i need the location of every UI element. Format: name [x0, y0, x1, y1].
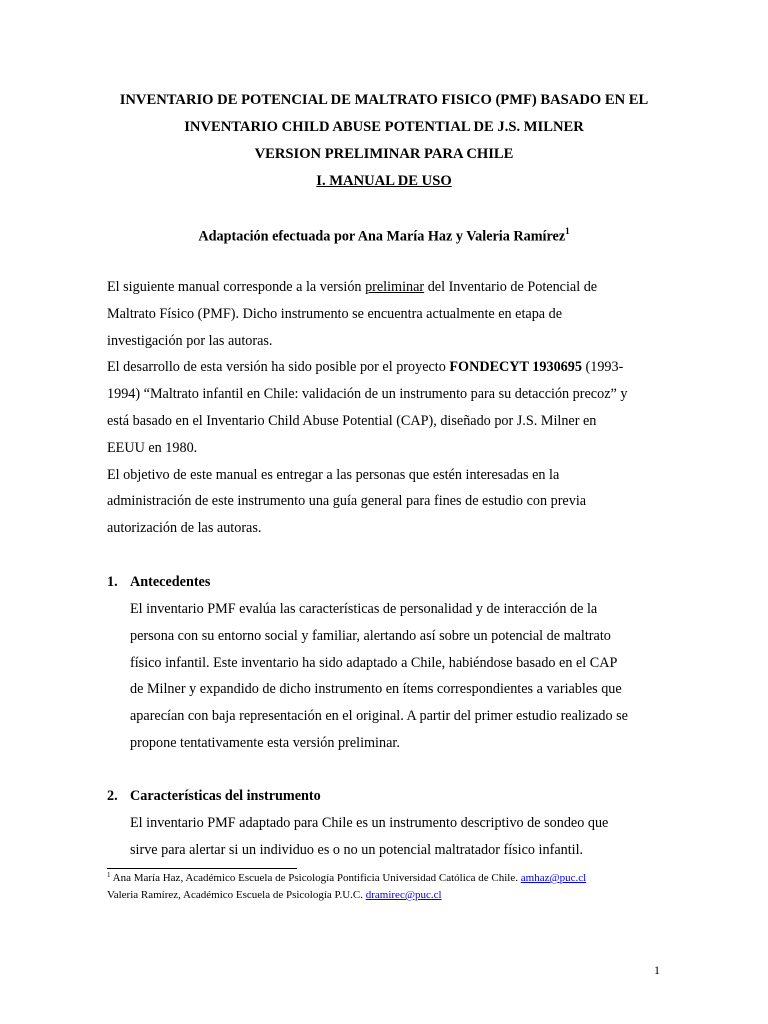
title-line-3: VERSION PRELIMINAR PARA CHILE — [254, 146, 514, 162]
footnote-divider — [107, 868, 297, 869]
footnote-text: Ana María Haz, Académico Escuela de Psicología Pontificia Universidad Católica de Chile. — [110, 872, 521, 884]
section-title: Antecedentes — [130, 574, 211, 590]
footnote-text: Valeria Ramírez, Académico Escuela de Psicología P.U.C. — [107, 889, 366, 901]
intro-line: Maltrato Físico (PMF). Dicho instrumento se encuentra actualmente en etapa de — [107, 305, 563, 322]
section-title: Características del instrumento — [130, 788, 321, 804]
intro-line: EEUU en 1980. — [107, 439, 198, 456]
text-run: El siguiente manual corresponde a la versión — [107, 279, 366, 295]
section-1-heading — [107, 574, 210, 591]
footnote-marker: 1 — [565, 226, 570, 236]
section-line: de Milner y expandido de dicho instrumento en ítems correspondientes a variables que — [130, 681, 622, 698]
manual-heading: I. MANUAL DE USO — [316, 173, 452, 189]
intro-line: administración de este instrumento una guía general para fines de estudio con previa — [107, 493, 587, 510]
intro-line: El objetivo de este manual es entregar a las personas que estén interesadas en la — [107, 466, 560, 483]
section-number: 2. — [107, 788, 118, 804]
section-1-body — [130, 596, 670, 757]
title-line-2: INVENTARIO CHILD ABUSE POTENTIAL DE J.S. MILNER — [184, 119, 584, 135]
section-line: propone tentativamente esta versión preliminar. — [130, 734, 400, 751]
page-number: 1 — [654, 963, 660, 977]
intro-line: autorización de las autoras. — [107, 520, 262, 537]
adaptation-text: Adaptación efectuada por Ana María Haz y Valeria Ramírez — [198, 228, 566, 245]
section-line: persona con su entorno social y familiar, alertando así sobre un potencial de maltrato — [130, 627, 611, 644]
title-line-1: INVENTARIO DE POTENCIAL DE MALTRATO FISICO (PMF) BASADO EN EL — [119, 92, 649, 108]
intro-line — [107, 274, 667, 301]
intro-line: 1994) “Maltrato infantil en Chile: validación de un instrumento para su detacción precoz” y — [107, 386, 628, 403]
intro-line — [107, 354, 667, 381]
footnote-number: 1 — [107, 871, 111, 879]
section-line: sirve para alertar si un individuo es o no un potencial maltratador físico infantil. — [130, 841, 584, 858]
section-line: aparecían con baja representación en el original. A partir del primer estudio realizado se — [130, 708, 628, 725]
footnote-line-2 — [107, 889, 442, 901]
section-number: 1. — [107, 574, 118, 590]
section-line: El inventario PMF evalúa las características de personalidad y de interacción de la — [130, 601, 598, 617]
intro-paragraphs — [107, 274, 667, 542]
email-link[interactable]: amhaz@puc.cl — [520, 872, 587, 884]
underlined-word: preliminar — [365, 279, 425, 295]
adaptation-credit — [0, 227, 768, 246]
text-run: del Inventario de Potencial de — [424, 279, 598, 295]
email-link[interactable]: dramirec@puc.cl — [365, 889, 442, 901]
project-code: FONDECYT 1930695 — [449, 359, 582, 376]
intro-line: está basado en el Inventario Child Abuse Potential (CAP), diseñado por J.S. Milner en — [107, 412, 597, 429]
section-line: físico infantil. Este inventario ha sido adaptado a Chile, habiéndose basado en el CAP — [130, 654, 618, 671]
footnote-line-1 — [107, 872, 586, 884]
section-2-body — [130, 810, 670, 864]
text-run: (1993- — [581, 359, 624, 376]
text-run: El desarrollo de esta versión ha sido posible por el proyecto — [107, 359, 450, 376]
intro-line: investigación por las autoras. — [107, 332, 273, 349]
section-2-heading — [107, 788, 321, 805]
section-line: El inventario PMF adaptado para Chile es un instrumento descriptivo de sondeo que — [130, 815, 609, 831]
